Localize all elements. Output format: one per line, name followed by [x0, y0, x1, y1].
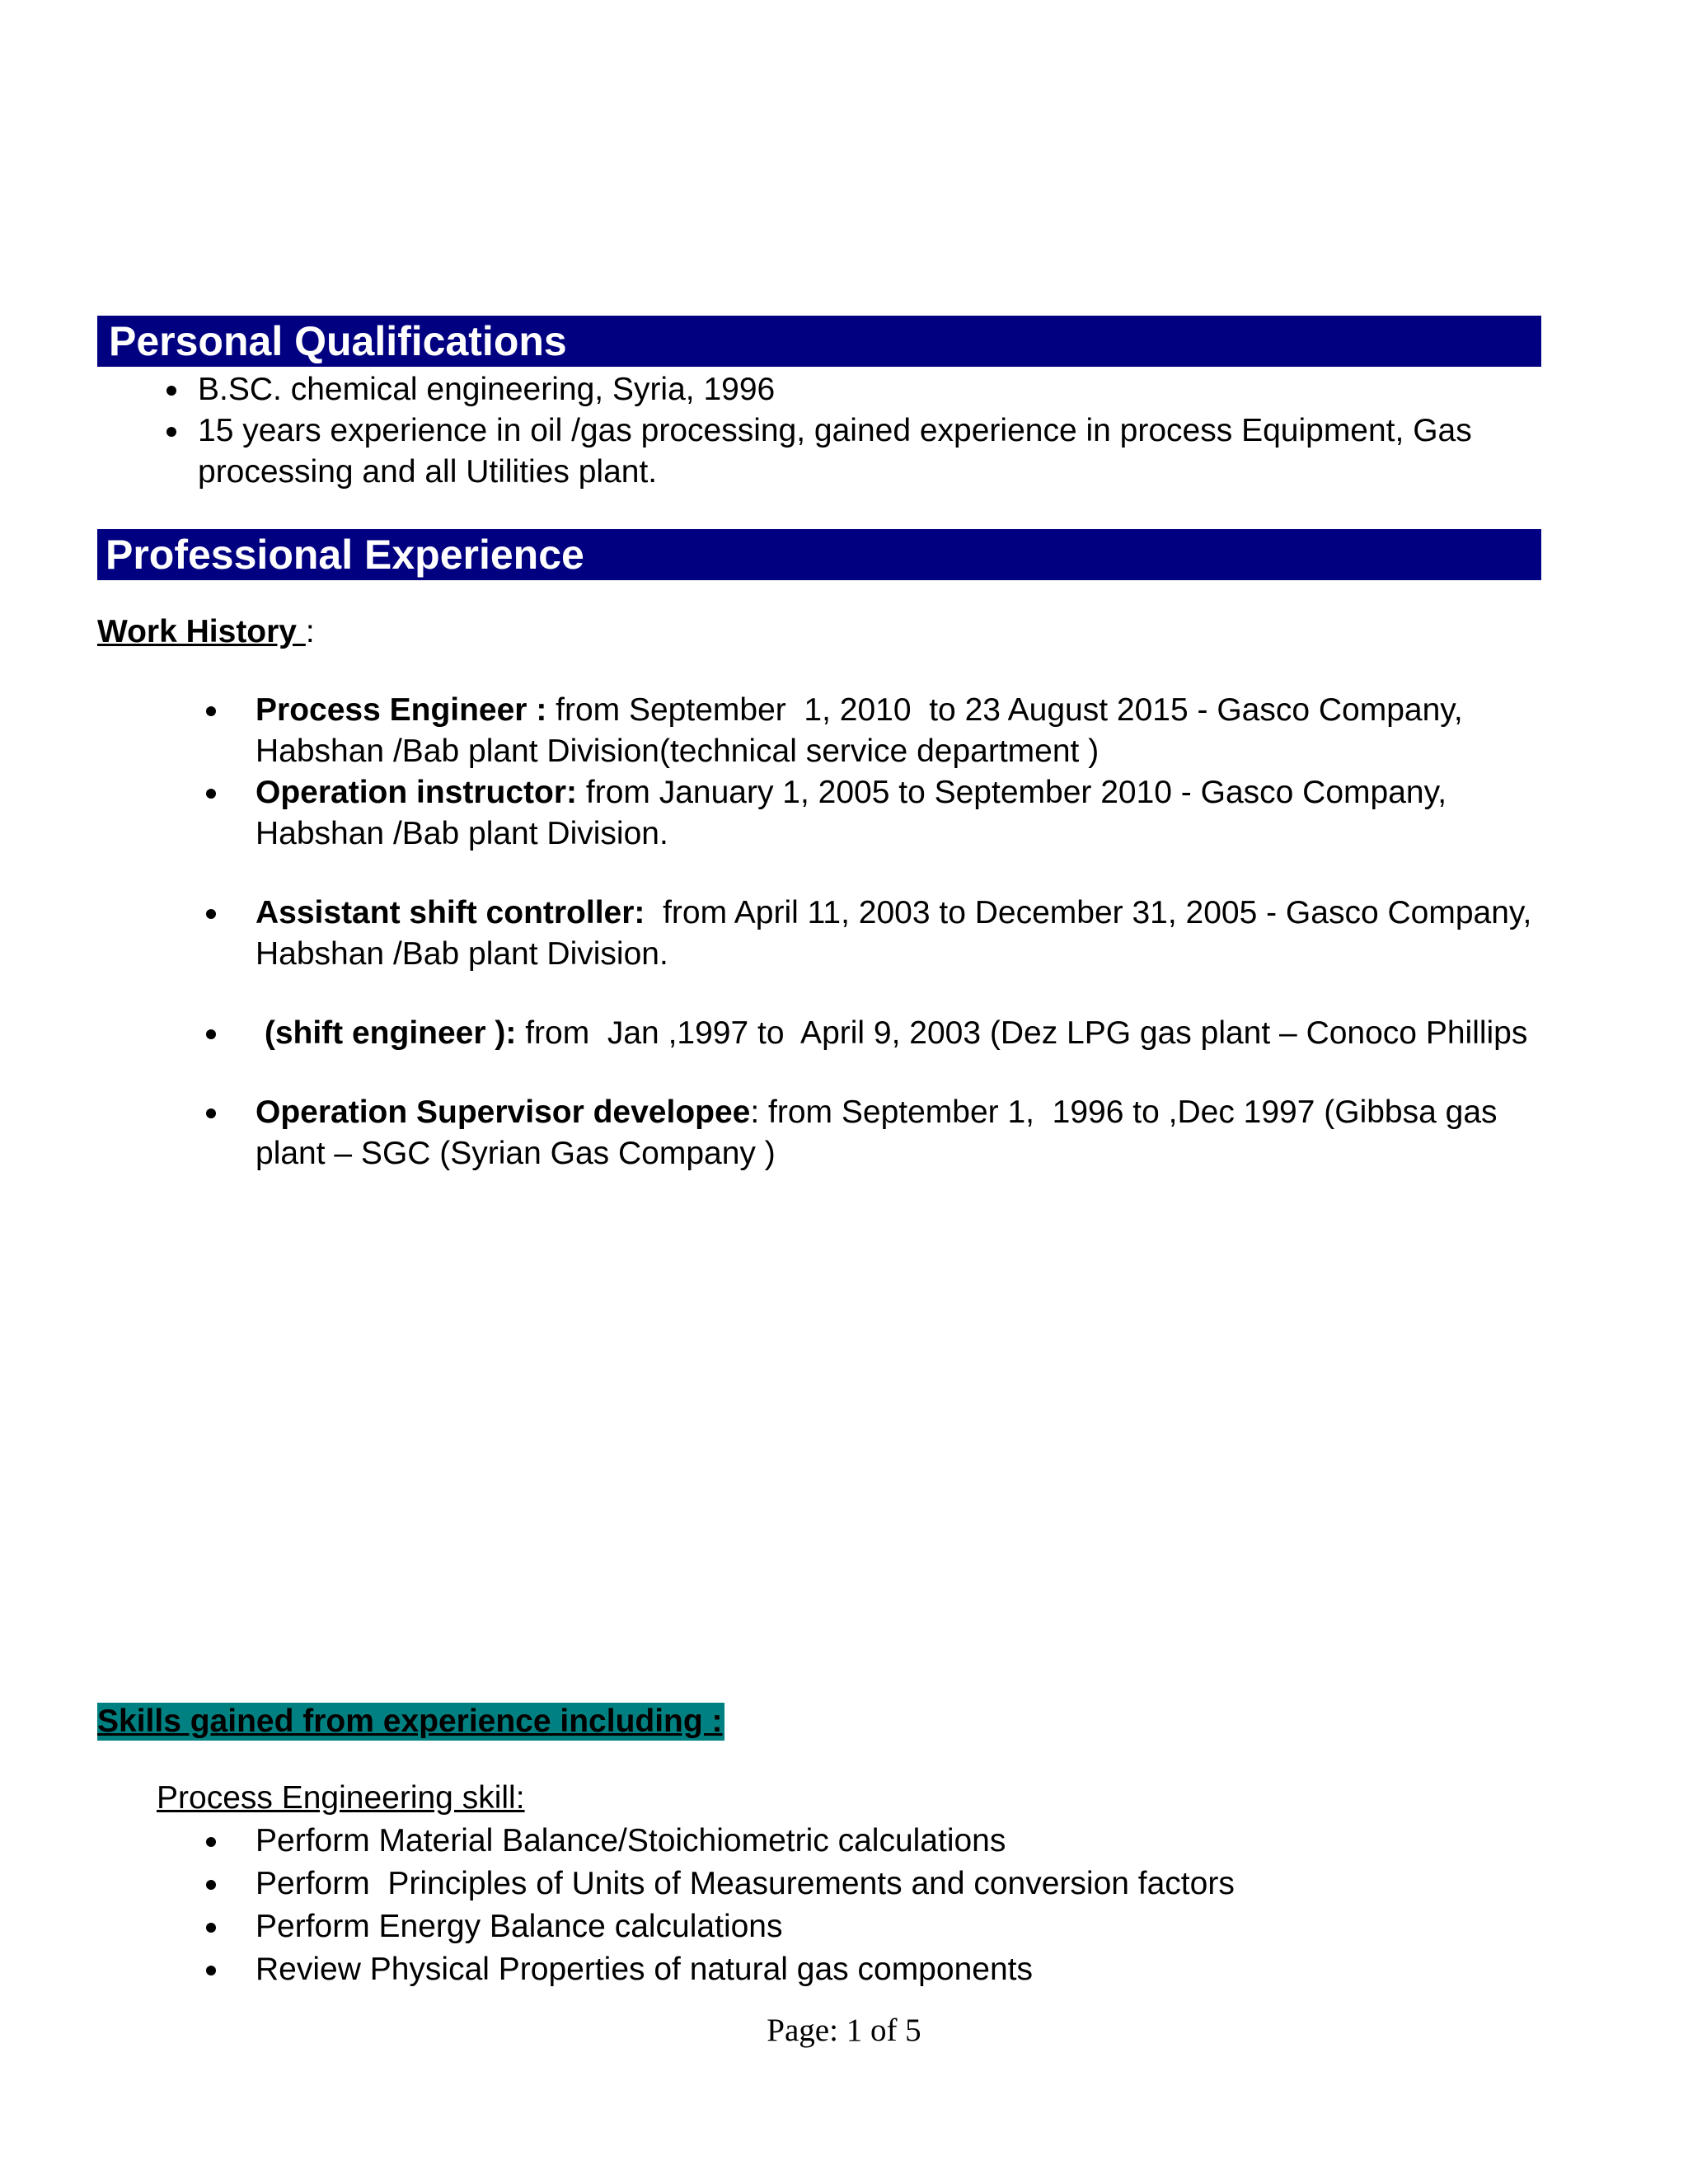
spacer — [256, 855, 1558, 893]
job-details: : from September 1, 1996 to ,Dec 1997 (Gibbsa gas plant – SGC (Syrian Gas Company ) — [256, 1094, 1507, 1171]
job-item — [256, 772, 1558, 855]
bullet-icon — [206, 1108, 216, 1118]
qualification-text: B.SC. chemical engineering, Syria, 1996 — [198, 372, 776, 407]
professional-experience-heading: Professional Experience — [97, 529, 1541, 580]
skills-subheading: Process Engineering skill: — [157, 1780, 525, 1816]
job-role: (shift engineer ): — [256, 1015, 517, 1051]
work-history-list — [256, 690, 1558, 1174]
bullet-icon — [206, 1880, 216, 1890]
list-item — [256, 1948, 1558, 1991]
skill-text: Perform Energy Balance calculations — [256, 1909, 783, 1944]
job-item — [256, 690, 1558, 772]
bullet-icon — [206, 1966, 216, 1975]
spacer — [256, 975, 1558, 1013]
work-history-title: Work History — [97, 614, 306, 649]
list-item — [198, 410, 1550, 493]
personal-qualifications-heading: Personal Qualifications — [97, 316, 1541, 367]
job-details: from September 1, 2010 to 23 August 2015 - Gasco Company, Habshan /Bab plant Division(technical service department ) — [256, 692, 1472, 769]
job-role: Operation instructor: — [256, 775, 578, 810]
job-item — [256, 893, 1558, 975]
list-item — [256, 1863, 1558, 1905]
skill-text: Perform Principles of Units of Measurements and conversion factors — [256, 1866, 1235, 1901]
list-item — [256, 1905, 1558, 1948]
job-role: Operation Supervisor developee — [256, 1094, 751, 1130]
skill-text: Perform Material Balance/Stoichiometric calculations — [256, 1823, 1006, 1858]
work-history-label — [97, 612, 315, 653]
bullet-icon — [206, 1923, 216, 1933]
skill-text: Review Physical Properties of natural gas components — [256, 1952, 1033, 1987]
job-details: from January 1, 2005 to September 2010 - Gasco Company, Habshan /Bab plant Division. — [256, 775, 1456, 851]
job-role: Process Engineer : — [256, 692, 547, 728]
job-item — [256, 1092, 1558, 1174]
job-details: from April 11, 2003 to December 31, 2005 - Gasco Company, Habshan /Bab plant Division. — [256, 895, 1541, 972]
list-item — [256, 1820, 1558, 1863]
bullet-icon — [166, 386, 176, 396]
qualification-text: 15 years experience in oil /gas processing, gained experience in process Equipment, Gas processing and all Utilities plant. — [198, 413, 1481, 490]
job-role: Assistant shift controller: — [256, 895, 645, 930]
bullet-icon — [206, 706, 216, 716]
skills-list — [256, 1820, 1558, 1991]
bullet-icon — [206, 1837, 216, 1847]
job-item — [256, 1013, 1558, 1054]
qualifications-list — [198, 369, 1550, 493]
bullet-icon — [206, 1029, 216, 1039]
page-number: Page: 1 of 5 — [767, 2013, 921, 2048]
spacer — [256, 1054, 1558, 1092]
bullet-icon — [166, 427, 176, 437]
bullet-icon — [206, 789, 216, 799]
job-details: from Jan ,1997 to April 9, 2003 (Dez LPG gas plant – Conoco Phillips — [516, 1015, 1528, 1051]
skills-heading: Skills gained from experience including : — [97, 1704, 723, 1739]
bullet-icon — [206, 909, 216, 919]
list-item — [198, 369, 1550, 410]
work-history-colon: : — [305, 614, 315, 649]
